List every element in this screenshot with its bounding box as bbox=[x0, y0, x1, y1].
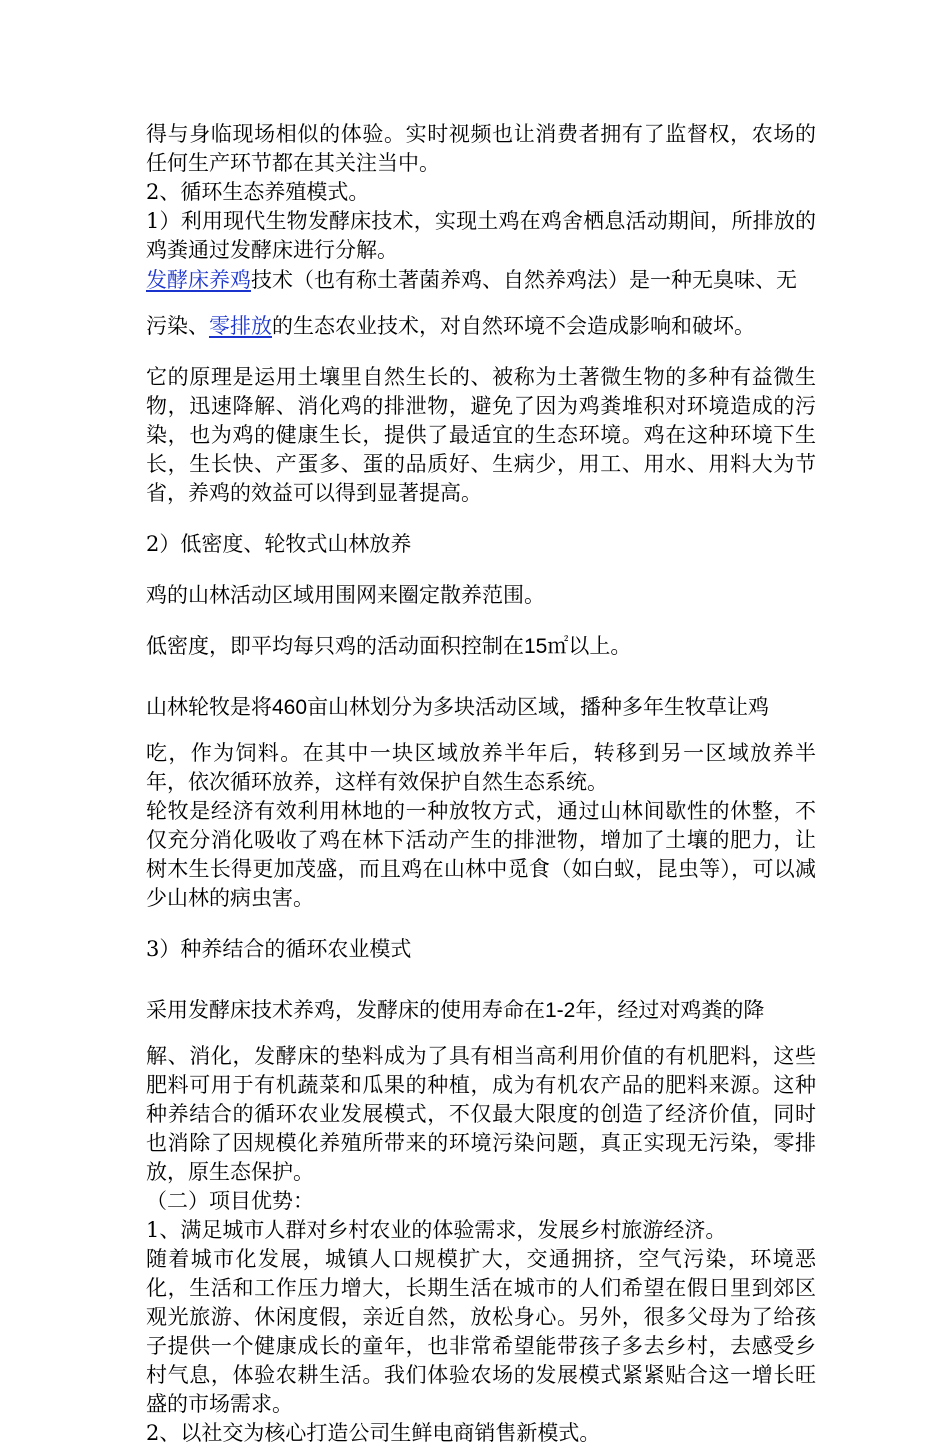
document-body bbox=[146, 120, 816, 1448]
paragraph-fermentation-tech bbox=[146, 257, 816, 349]
paragraph-principle: 它的原理是运用土壤里自然生长的、被称为土著微生物的多种有益微生物，迅速降解、消化鸡的排泄物，避免了因为鸡粪堆积对环境造成的污染，也为鸡的健康生长，提供了最适宜的生态环境。鸡在这种环境下生长，生长快、产蛋多、蛋的品质好、生病少，用工、用水、用料大为节省，养鸡的效益可以得到显著提高。 bbox=[146, 365, 816, 505]
heading-project-advantages: （二）项目优势： bbox=[146, 1189, 314, 1213]
text-fermentation-desc: 技术（也有称土著菌养鸡、自然养鸡法）是一种无臭味、无 bbox=[251, 268, 797, 292]
paragraph-rotation: 山林轮牧是将460亩山林划分为多块活动区域，播种多年生牧草让鸡 吃，作为饲料。在其中一块区域放养半年后，转移到另一区域放养半年，依次循环放养，这样有效保护自然生态系统。 bbox=[146, 695, 816, 794]
value-mu: 460 bbox=[272, 696, 308, 719]
paragraph-urbanization: 随着城市化发展，城镇人口规模扩大，交通拥挤，空气污染，环境恶化，生活和工作压力增大，长期生活在城市的人们希望在假日里到郊区观光旅游、休闲度假，亲近自然，放松身心。另外，很多父母为了给孩子提供一个健康成长的童年，也非常希望能带孩子多去乡村，去感受乡村气息，体验农耕生活。我们体验农场的发展模式紧紧贴合这一增长旺盛的市场需求。 bbox=[146, 1247, 816, 1416]
link-fermentation-bed-chicken[interactable]: 发酵床养鸡 bbox=[146, 268, 251, 292]
heading-planting-breeding: 3）种养结合的循环农业模式 bbox=[146, 937, 412, 961]
link-zero-emission[interactable]: 零排放 bbox=[209, 314, 272, 338]
text-pollution: 污染、 bbox=[146, 314, 209, 338]
heading-social-ecommerce: 2、以社交为核心打造公司生鲜电商销售新模式。 bbox=[146, 1421, 601, 1445]
heading-low-density: 2）低密度、轮牧式山林放养 bbox=[146, 532, 412, 556]
heading-urban-demand: 1、满足城市人群对乡村农业的体验需求，发展乡村旅游经济。 bbox=[146, 1218, 727, 1242]
paragraph-density: 低密度，即平均每只鸡的活动面积控制在15㎡以上。 bbox=[146, 634, 632, 658]
paragraph-grazing: 轮牧是经济有效利用林地的一种放牧方式，通过山林间歇性的休整，不仅充分消化吸收了鸡在林下活动产生的排泄物，增加了土壤的肥力，让树木生长得更加茂盛，而且鸡在山林中觅食（如白蚁，昆虫等），可以减少山林的病虫害。 bbox=[146, 799, 816, 910]
paragraph-live-video: 得与身临现场相似的体验。实时视频也让消费者拥有了监督权，农场的任何生产环节都在其关注当中。 bbox=[146, 122, 816, 175]
paragraph-fence-area: 鸡的山林活动区域用围网来圈定散养范围。 bbox=[146, 583, 545, 607]
heading-circular-breeding: 2、循环生态养殖模式。 bbox=[146, 180, 370, 204]
paragraph-fermentation-bed: 1）利用现代生物发酵床技术，实现土鸡在鸡舍栖息活动期间，所排放的鸡粪通过发酵床进行分解。 bbox=[146, 209, 816, 262]
paragraph-fermentation-life: 采用发酵床技术养鸡，发酵床的使用寿命在1-2年，经过对鸡粪的降 解、消化，发酵床的垫料成为了具有相当高利用价值的有机肥料，这些肥料可用于有机蔬菜和瓜果的种植，成为有机农产品的肥料来源。这种种养结合的循环农业发展模式，不仅最大限度的创造了经济价值，同时也消除了因规模化养殖所带来的环境污染问题，真正实现无污染，零排放，原生态保护。 bbox=[146, 998, 816, 1184]
text-eco-tech: 的生态农业技术，对自然环境不会造成影响和破坏。 bbox=[272, 314, 755, 338]
value-area: 15㎡ bbox=[524, 635, 569, 658]
value-years: 1-2 bbox=[545, 999, 576, 1022]
